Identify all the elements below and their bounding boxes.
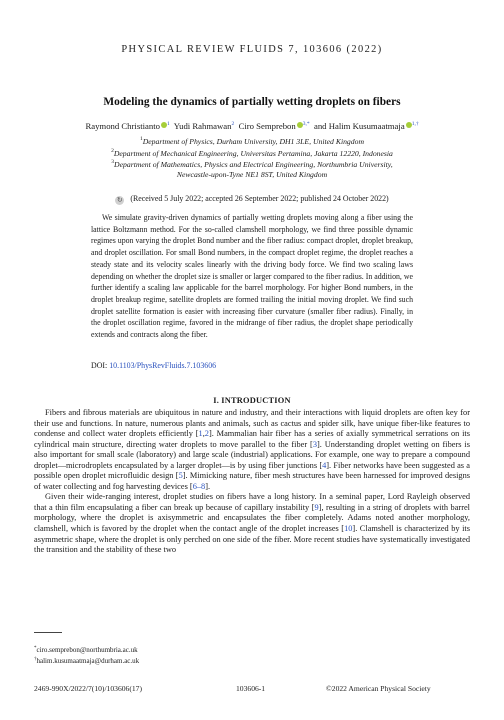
footer-page-number: 103606-1 (236, 684, 266, 693)
text-run: Given their wide-ranging interest, droplet studies on fibers have a long history. In a seminal paper, Lord Rayleigh observed that a thin film encapsulating a fiber can break up because of capillary instability [ (34, 492, 470, 512)
citation-link[interactable]: 9 (314, 502, 319, 512)
paragraph-2 (34, 492, 470, 555)
footnote-mark: † (34, 657, 37, 662)
text-run: Fibers and fibrous materials are ubiquitous in nature and industry, and their interactions with liquid droplets are often key for their use and functions. In nature, numerous plants and animals, such as cactus and spider silk, have unique fiber-like features to condense and collect water droplets efficiently [ (34, 408, 470, 439)
footnote-2 (34, 655, 139, 666)
text-run: ]. Fiber networks have been suggested as a possible open droplet microfluidic design [ (34, 460, 470, 481)
journal-header: PHYSICAL REVIEW FLUIDS 7, 103606 (2022) (121, 44, 383, 55)
author-name[interactable]: Ciro Semprebon (238, 121, 296, 131)
author-affiliation-mark[interactable]: 1,† (411, 121, 419, 127)
author-name[interactable]: Raymond Christianto (85, 121, 161, 131)
doi-label: DOI: (91, 361, 108, 370)
paper-title: Modeling the dynamics of partially wetting droplets on fibers (103, 96, 401, 108)
footnote-1 (34, 644, 138, 655)
affiliation-number: 2 (111, 147, 114, 154)
citation-link[interactable]: 5 (178, 471, 183, 481)
footnote-divider (34, 632, 62, 633)
citation-link[interactable]: 4 (322, 460, 327, 470)
footnote-email[interactable]: ciro.semprebon@northumbria.ac.uk (36, 646, 138, 654)
citation-link[interactable]: 10 (344, 524, 353, 534)
author-name[interactable]: Yudi Rahmawan (173, 121, 232, 131)
text-run: ]. Clamshell is characterized by its asymmetric shape, where the droplet is only perched on one side of the fiber. More recent studies have systematically investigated the transition and the stability of these two (34, 524, 470, 555)
author-conjunction: and (313, 121, 327, 131)
text-run: ]. Mammalian hair fiber has a series of axially symmetrical serrations on its cylindrical main structure, directing water droplets to move parallel to the fiber [ (34, 429, 470, 449)
affiliation-text: Department of Mechanical Engineering, Universitas Pertamina, Jakarta 12220, Indonesia (113, 148, 393, 158)
doi-line (91, 361, 216, 370)
author-list (20, 121, 484, 131)
author-affiliation-mark[interactable]: 1 (167, 121, 170, 127)
doi-link[interactable]: 10.1103/PhysRevFluids.7.103606 (109, 361, 217, 370)
footnote-email[interactable]: halim.kusumaatmaja@durham.ac.uk (36, 657, 140, 665)
affiliation-number: 3 (111, 159, 115, 165)
received-text: (Received 5 July 2022; accepted 26 September 2022; published 24 October 2022) (130, 194, 389, 203)
citation-link[interactable]: 6–8 (192, 481, 206, 491)
author-name[interactable]: Halim Kusumaatmaja (328, 121, 405, 131)
text-run: ]. Mimicking nature, fiber mesh structures have been harnessed for improved designs of water collecting and fog harvesting devices [ (34, 471, 471, 491)
affiliation-text: Department of Mathematics, Physics and Electrical Engineering, Northumbria University, (114, 160, 393, 169)
affiliation-number: 1 (139, 136, 143, 142)
check-for-updates-icon[interactable]: ↻ (116, 196, 123, 204)
author-affiliation-mark[interactable]: 2 (231, 121, 235, 127)
affiliation-text: Department of Physics, Durham University, DH1 3LE, United Kingdom (142, 137, 365, 146)
footer-copyright: ©2022 American Physical Society (326, 684, 431, 693)
author-affiliation-mark[interactable]: 3,* (302, 121, 310, 127)
footer-issn: 2469-990X/2022/7(10)/103606(17) (34, 684, 142, 693)
body-text (34, 408, 470, 556)
affiliation-3-cont (20, 169, 484, 181)
citation-link[interactable]: 1 (198, 429, 203, 439)
paragraph-1 (34, 408, 470, 492)
received-dates (0, 194, 504, 205)
text-run: ]. Understanding droplet wetting on fibers is also important for small scale (laboratory) and large scale (industrial) applications. For example, one way to prepare a compound droplet—microdroplets encapsulated by a larger droplet—is by using fiber junctions [ (34, 439, 470, 470)
text-run: , (202, 429, 205, 439)
footnote-mark: * (34, 646, 37, 651)
text-run: ], resulting in a string of droplets with barrel morphology, where the droplet is axisymmetric and encapsulates the fiber completely. Adams noted another morphology, clamshell, which is favored by the droplet when the contact angle of the droplet increases [ (34, 502, 471, 534)
section-heading: I. INTRODUCTION (213, 396, 291, 405)
abstract: We simulate gravity-driven dynamics of partially wetting droplets moving along a fiber using the lattice Boltzmann method. For the so-called clamshell morphology, we find three possible dynamic regimes upon varying the droplet Bond number and the fiber radius: compact droplet, droplet breakup, and droplet oscillation. For small Bond numbers, in the compact droplet regime, the droplet reaches a steady state and its velocity scales linearly with the driving body force. We find two scaling laws depending on whether the droplet size is smaller or larger compared to the fiber radius. In addition, we further identify a scaling law applicable for the barrel morphology. For higher Bond numbers, in the droplet breakup regime, satellite droplets are formed trailing the initial moving droplet. We find such droplet satellite formation is easier with increasing fiber curvature (smaller fiber radius). Finally, in the droplet oscillation regime, favored in the midrange of fiber radius, the droplet shape periodically extends and contracts along the fiber. (91, 213, 413, 340)
text-run: ]. (205, 481, 211, 491)
affiliation-text: Newcastle-upon-Tyne NE1 8ST, United Kingdom (176, 169, 328, 179)
citation-link[interactable]: 2 (204, 429, 209, 439)
citation-link[interactable]: 3 (312, 439, 317, 449)
